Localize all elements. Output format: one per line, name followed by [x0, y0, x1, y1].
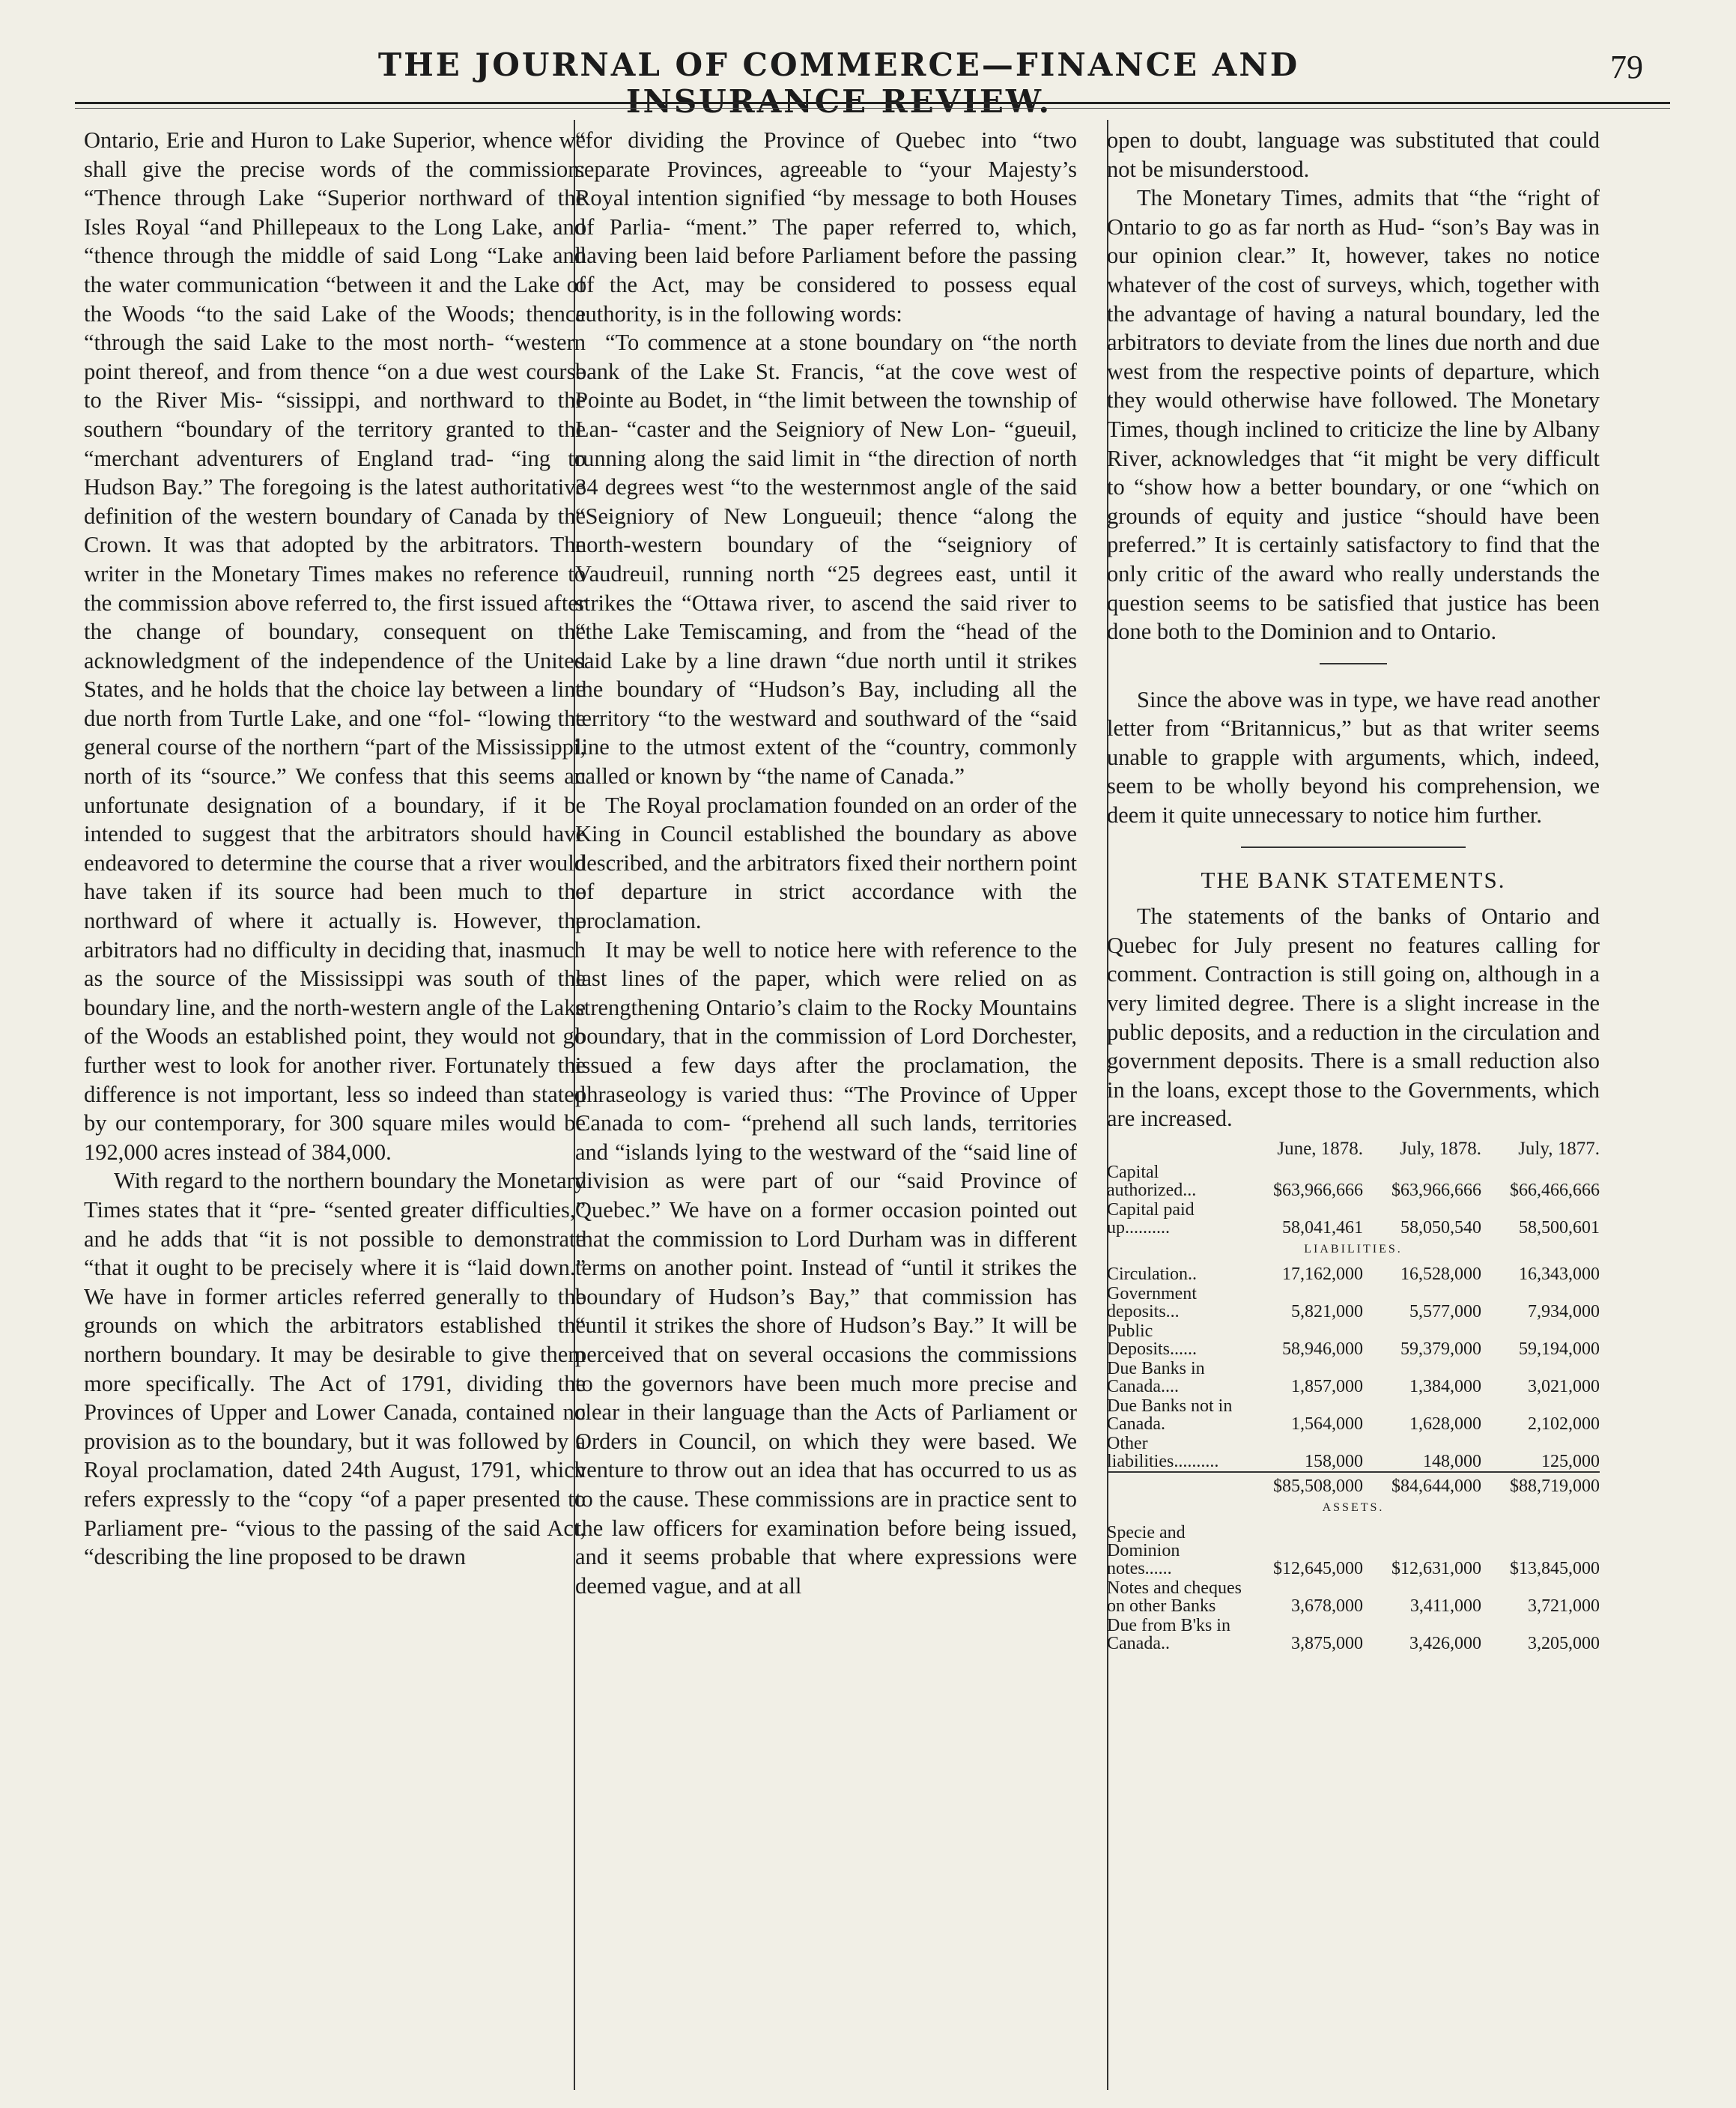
cell-value: 1,564,000 — [1291, 1414, 1363, 1434]
cell-value: 58,946,000 — [1282, 1339, 1363, 1359]
cell-value: 3,021,000 — [1528, 1377, 1600, 1396]
article-paragraph: With regard to the northern boundary the Monetary Times states that it “pre- “sented greater difficulties,” and he adds that “it is not possible to demonstrate “that it ought to be precisely where it is “laid down.” We have in former articles referred generally to the grounds on which the arbitrators established the northern boundary. It may be desirable to give them more specifically. The Act of 1791, dividing the Provinces of Upper and Lower Canada, contained no provision as to the boundary, but it was followed by a Royal proclamation, dated 24th August, 1791, which refers expressly to the “copy “of a paper presented to Parliament pre- “vious to the passing of the said Act, “describing the line proposed to be drawn — [84, 1168, 586, 1570]
section-row — [1107, 1496, 1600, 1523]
cell-value: 7,934,000 — [1528, 1302, 1600, 1321]
row-label: Due Banks in Canada.... — [1107, 1359, 1205, 1396]
table-row — [1107, 1396, 1600, 1434]
table-corner — [1107, 1139, 1245, 1163]
cell-value: 1,384,000 — [1409, 1377, 1481, 1396]
cell-value: 17,162,000 — [1282, 1265, 1363, 1284]
cell-value: 3,426,000 — [1409, 1634, 1481, 1653]
article-paragraph: The Monetary Times, admits that “the “right of Ontario to go as far north as Hud- “son’s Bay was in our opinion clear.” It, however, takes no notice whatever of the cost of surveys, which, together with the advantage of having a natural boundary, led the arbitrators to deviate from the lines due north and due west from the respective points of departure, which they would otherwise have followed. The Monetary Times, though inclined to criticize the line by Albany River, acknowledges that “it might be very difficult to “show how a better boundary, or one “which on grounds of equity and justice “should have been preferred.” It is certainly satisfactory to find that the only critic of the award who really understands the question seems to be satisfied that justice has been done both to the Dominion and to Ontario. — [1107, 185, 1600, 645]
cell-value: $63,966,666 — [1273, 1181, 1363, 1200]
cell-value: 5,577,000 — [1409, 1302, 1481, 1321]
table-row — [1107, 1265, 1600, 1284]
journal-title: THE JOURNAL OF COMMERCE—FINANCE AND INSURANCE REVIEW. — [377, 46, 1300, 120]
cell-value: $12,631,000 — [1391, 1559, 1481, 1578]
cell-value: 59,194,000 — [1519, 1339, 1600, 1359]
total-value: $85,508,000 — [1245, 1472, 1363, 1496]
table-row — [1107, 1616, 1600, 1653]
cell-value: 16,528,000 — [1400, 1265, 1481, 1284]
row-label: Circulation.. — [1107, 1265, 1197, 1284]
cell-value: 148,000 — [1423, 1452, 1481, 1471]
article-paragraph: open to doubt, language was substituted that could not be misunderstood. — [1107, 127, 1600, 182]
table-row — [1107, 1200, 1600, 1238]
row-label: Other liabilities.......... — [1107, 1434, 1219, 1471]
liabilities-label: LIABILITIES. — [1304, 1243, 1403, 1256]
total-label-cell — [1107, 1472, 1245, 1496]
bank-statements-intro: The statements of the banks of Ontario and Quebec for July present no features calling for comment. Contraction is still going on, although in a very limited degree. There is a slight increase in the public deposits, and a reduction in the circulation and government deposits. There is a small reduction also in the loans, except those to the Governments, which are increased. — [1107, 903, 1600, 1132]
table-row — [1107, 1434, 1600, 1472]
cell-value: 5,821,000 — [1291, 1302, 1363, 1321]
column-header: July, 1878. — [1400, 1139, 1481, 1159]
cell-value: 3,875,000 — [1291, 1634, 1363, 1653]
cell-value: 59,379,000 — [1400, 1339, 1481, 1359]
total-value: $84,644,000 — [1363, 1472, 1481, 1496]
cell-value: 158,000 — [1305, 1452, 1363, 1471]
cell-value: 1,857,000 — [1291, 1377, 1363, 1396]
header-rule-thin — [75, 108, 1670, 109]
cell-value: 58,041,461 — [1282, 1218, 1363, 1238]
article-paragraph: It may be well to notice here with reference to the last lines of the paper, which were relied on as strengthening Ontario’s claim to the Rocky Mountains boundary, that in the commission of Lord Dorchester, issued a few days after the proclamation, the phraseology is varied thus: “The Province of Upper Canada to com- “prehend all such lands, territories and “islands lying to the westward of the “said line of division as were part of our “said Province of Quebec.” We have on a former occasion pointed out that the commission to Lord Durham was in different terms on another point. Instead of “until it strikes the boundary of Hudson’s Bay,” that commission has “until it strikes the shore of Hudson’s Bay.” It will be perceived that on several occasions the commissions to the governors have been much more precise and clear in their language than the Acts of Parliament or Orders in Council, on which they were based. We venture to throw out an idea that has occurred to us as to the cause. These commissions are in practice sent to the law officers for examination before being issued, and it seems probable that where expressions were deemed vague, and at all — [575, 936, 1077, 1599]
masthead — [0, 46, 1736, 120]
article-column-2 — [575, 126, 1077, 2089]
cell-value: $63,966,666 — [1391, 1181, 1481, 1200]
row-label: Notes and cheques on other Banks — [1107, 1578, 1242, 1616]
cell-value: 58,500,601 — [1519, 1218, 1600, 1238]
column-header: June, 1878. — [1277, 1139, 1363, 1159]
row-label: Capital authorized... — [1107, 1163, 1197, 1200]
table-row — [1107, 1321, 1600, 1359]
cell-value: 1,628,000 — [1409, 1414, 1481, 1434]
cell-value: $12,645,000 — [1273, 1559, 1363, 1578]
article-paragraph: The Royal proclamation founded on an order of the King in Council established the boundary as above described, and the arbitrators fixed their northern point of departure in strict accordance with the proclamation. — [575, 792, 1077, 934]
page-number: 79 — [1610, 49, 1643, 85]
row-label: Due from B'ks in Canada.. — [1107, 1616, 1230, 1653]
editorial-note: Since the above was in type, we have read another letter from “Britannicus,” but as that writer seems unable to grapple with arguments, which, indeed, seem to be wholly beyond his comprehension, we deem it quite unnecessary to notice him further. — [1107, 686, 1600, 829]
cell-value: 3,411,000 — [1409, 1596, 1481, 1616]
cell-value: 3,678,000 — [1291, 1596, 1363, 1616]
table-row — [1107, 1359, 1600, 1396]
section-row — [1107, 1238, 1600, 1265]
cell-value: 2,102,000 — [1528, 1414, 1600, 1434]
cell-value: 16,343,000 — [1519, 1265, 1600, 1284]
section-separator — [1241, 846, 1466, 848]
row-label: Specie and Dominion notes...... — [1107, 1523, 1186, 1578]
cell-value: $66,466,666 — [1510, 1181, 1600, 1200]
article-paragraph: “for dividing the Province of Quebec into “two separate Provinces, agreeable to “your Majesty’s Royal intention signified “by message to both Houses of Parlia- “ment.” The paper referred to, which, having been laid before Parliament before the passing of the Act, may be considered to possess equal authority, is in the following words: — [575, 127, 1077, 327]
quoted-boundary-description: “To commence at a stone boundary on “the north bank of the Lake St. Francis, “at the cove west of Pointe au Bodet, in “the limit between the township of Lan- “caster and the Seigniory of New Lon- “gueuil, running along the said limit in “the direction of north 34 degrees west “to the westernmost angle of the said “Seigniory of New Longueuil; thence “along the north-western boundary of the “seigniory of Vaudreuil, running north “25 degrees east, until it strikes the “Ottawa river, to ascend the said river to “the Lake Temiscaming, and from the “head of the said Lake by a line drawn “due north until it strikes the boundary of “Hudson’s Bay, including all the territory “to the westward and southward of the “said line to the utmost extent of the “country, commonly called or known by “the name of Canada.” — [575, 330, 1077, 790]
header-rule — [75, 102, 1670, 104]
assets-label: ASSETS. — [1322, 1501, 1385, 1514]
table-header-row — [1107, 1139, 1600, 1163]
article-paragraph: Ontario, Erie and Huron to Lake Superior, whence we shall give the precise words of the commission: “Thence through Lake “Superior northward of the Isles Royal “and Phillepeaux to the Long Lake, and “thence through the middle of said Long “Lake and the water communication “between it and the Lake of the Woods “to the said Lake of the Woods; thence “through the said Lake to the most north- “western point thereof, and from thence “on a due west course to the River Mis- “sissippi, and northward to the southern “boundary of the territory granted to the “merchant adventurers of England trad- “ing to Hudson Bay.” The foregoing is the latest authoritative definition of the western boundary of Canada by the Crown. It was that adopted by the arbitrators. The writer in the Monetary Times makes no reference to the commission above referred to, the first issued after the change of boundary, consequent on the acknowledgment of the independence of the United States, and he holds that the choice lay between a line due north from Turtle Lake, and one “fol- “lowing the general course of the northern “part of the Mississippi, north of its “source.” We confess that this seems an unfortunate designation of a boundary, if it be intended to suggest that the arbitrators should have endeavored to determine the course that a river would have taken if its source had been much to the northward of where it actually is. However, the arbitrators had no difficulty in deciding that, inasmuch as the source of the Mississippi was south of the boundary line, and the north-western angle of the Lake of the Woods an established point, they would not go further west to look for another river. Fortunately the difference is not important, less so indeed than stated by our contemporary, for 300 square miles would be 192,000 acres instead of 384,000. — [84, 127, 586, 1165]
table-row — [1107, 1523, 1600, 1578]
table-row — [1107, 1163, 1600, 1200]
section-separator — [1320, 663, 1387, 664]
bank-statements-heading: THE BANK STATEMENTS. — [1201, 866, 1506, 893]
table-row — [1107, 1578, 1600, 1616]
bank-statements-table — [1107, 1139, 1600, 1653]
article-column-1 — [84, 126, 586, 2089]
cell-value: 125,000 — [1541, 1452, 1600, 1471]
table-row — [1107, 1284, 1600, 1321]
row-label: Public Deposits...... — [1107, 1321, 1197, 1359]
column-header: July, 1877. — [1518, 1139, 1600, 1159]
cell-value: $13,845,000 — [1510, 1559, 1600, 1578]
cell-value: 58,050,540 — [1400, 1218, 1481, 1238]
cell-value: 3,721,000 — [1528, 1596, 1600, 1616]
cell-value: 3,205,000 — [1528, 1634, 1600, 1653]
total-value: $88,719,000 — [1481, 1472, 1600, 1496]
row-label: Government deposits... — [1107, 1284, 1197, 1321]
row-label: Capital paid up.......... — [1107, 1200, 1195, 1238]
article-column-3 — [1107, 126, 1600, 2089]
total-row — [1107, 1472, 1600, 1496]
row-label: Due Banks not in Canada. — [1107, 1396, 1233, 1434]
